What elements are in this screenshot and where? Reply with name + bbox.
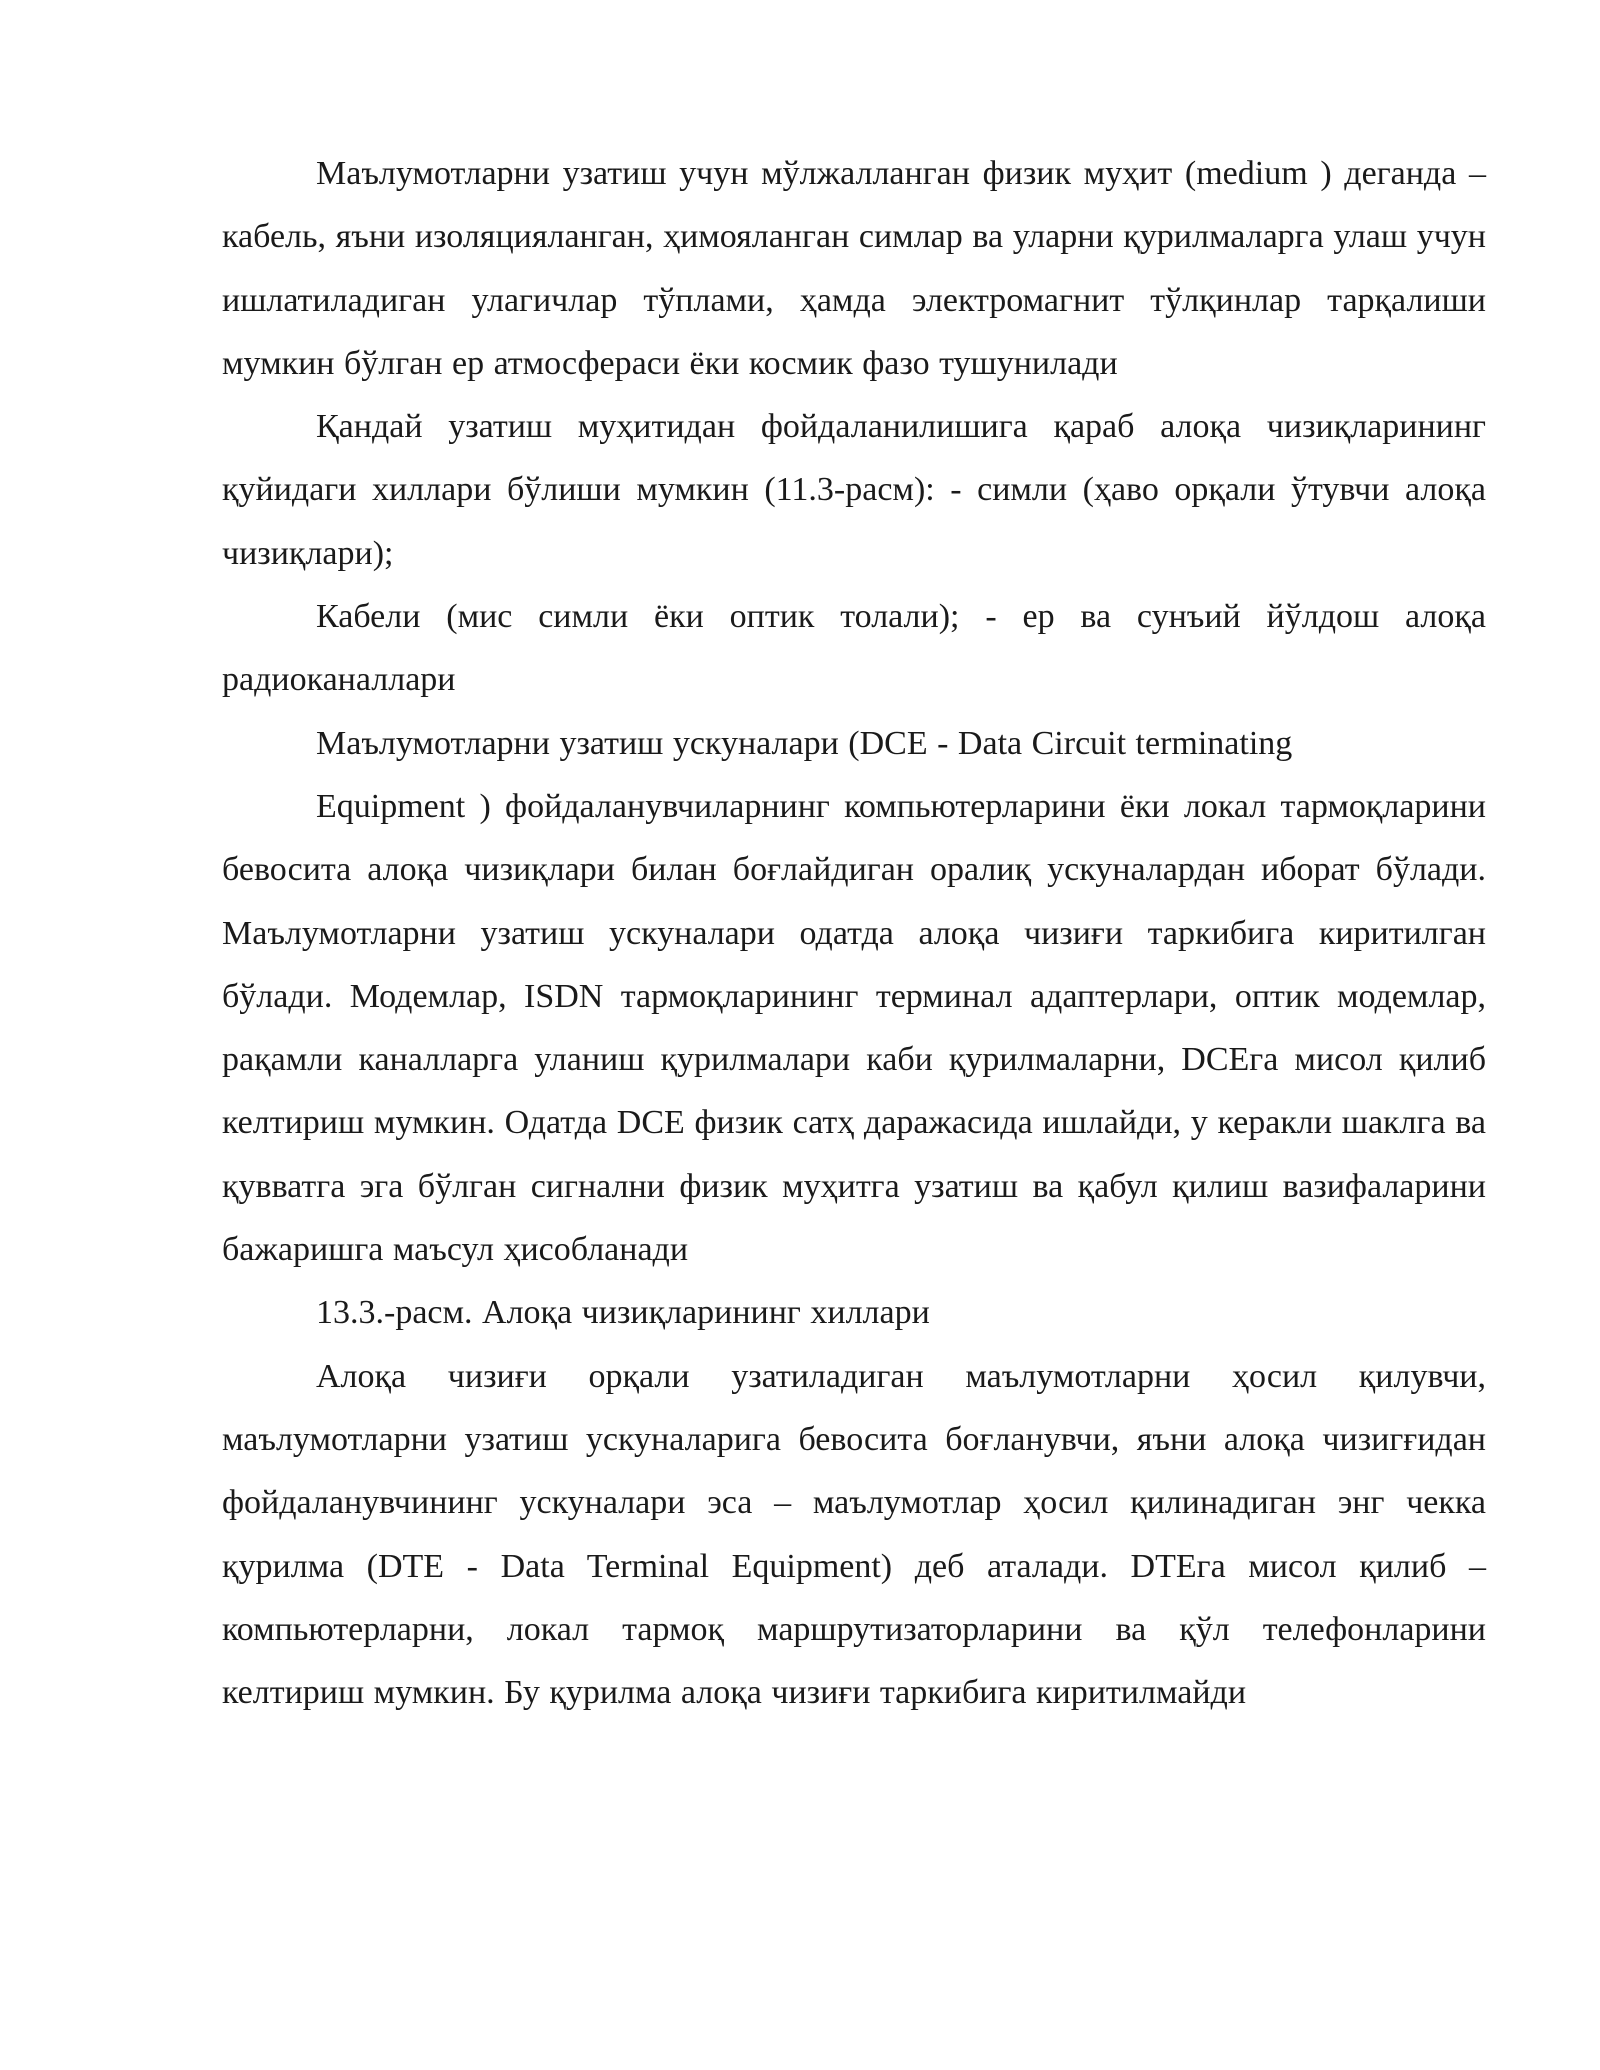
figure-caption: 13.3.-расм. Алоқа чизиқларининг хиллари: [316, 1294, 930, 1332]
paragraph-dce-description: Equipment ) фойдаланувчиларнинг компьютерларини ёки локал тармоқларини бевосита алоқа чизиқлари билан боғлайдиган оралиқ ускуналардан иборат бўлади. Маълумотларни узатиш ускуналари одатда алоқа чизиғи таркибига киритилган бўлади. Модемлар, ISDN тармоқларининг терминал адаптерлари, оптик модемлар, рақамли каналларга уланиш қурилмалари каби қурилмаларни, DCEга мисол қилиб келтириш мумкин. Одатда DCE физик сатҳ даражасида ишлайди, у керакли шаклга ва қувватга эга бўлган сигнални физик муҳитга узатиш ва қабул қилиш вазифаларини бажаришга маъсул ҳисобланади: [222, 787, 1486, 1269]
paragraph-line-types: Қандай узатиш муҳитидан фойдаланилишига қараб алоқа чизиқларининг қуйидаги хиллари бўлиши мумкин (11.3-расм): - симли (ҳаво орқали ўтувчи алоқа чизиқлари);: [222, 408, 1486, 572]
paragraph-dte-description: Алоқа чизиғи орқали узатиладиган маълумотларни ҳосил қилувчи, маълумотларни узатиш ускуналарига бевосита боғланувчи, яъни алоқа чизигғидан фойдаланувчининг ускуналари эса – маълумотлар ҳосил қилинадиган энг чекка қурилма (DTE - Data Terminal Equipment) деб аталади. DTEга мисол қилиб – компьютерларни, локал тармоқ маршрутизаторларини ва қўл телефонларини келтириш мумкин. Бу қурилма алоқа чизиғи таркибига киритилмайди: [222, 1357, 1486, 1712]
paragraph-cable-types: Кабели (мис симли ёки оптик толали); - ер ва сунъий йўлдош алоқа радиоканаллари: [222, 598, 1486, 699]
paragraph-physical-medium: Маълумотларни узатиш учун мўлжалланган физик муҳит (medium ) деганда – кабель, яъни изоляцияланган, ҳимояланган симлар ва уларни қурилмаларга улаш учун ишлатиладиган улагичлар тўплами, ҳамда электромагнит тўлқинлар тарқалиши мумкин бўлган ер атмосфераси ёки космик фазо тушунилади: [222, 155, 1486, 382]
body-text: [222, 142, 1486, 1724]
paragraph-dce-heading: Маълумотларни узатиш ускуналари (DCE - Data Circuit terminating: [316, 724, 1293, 762]
